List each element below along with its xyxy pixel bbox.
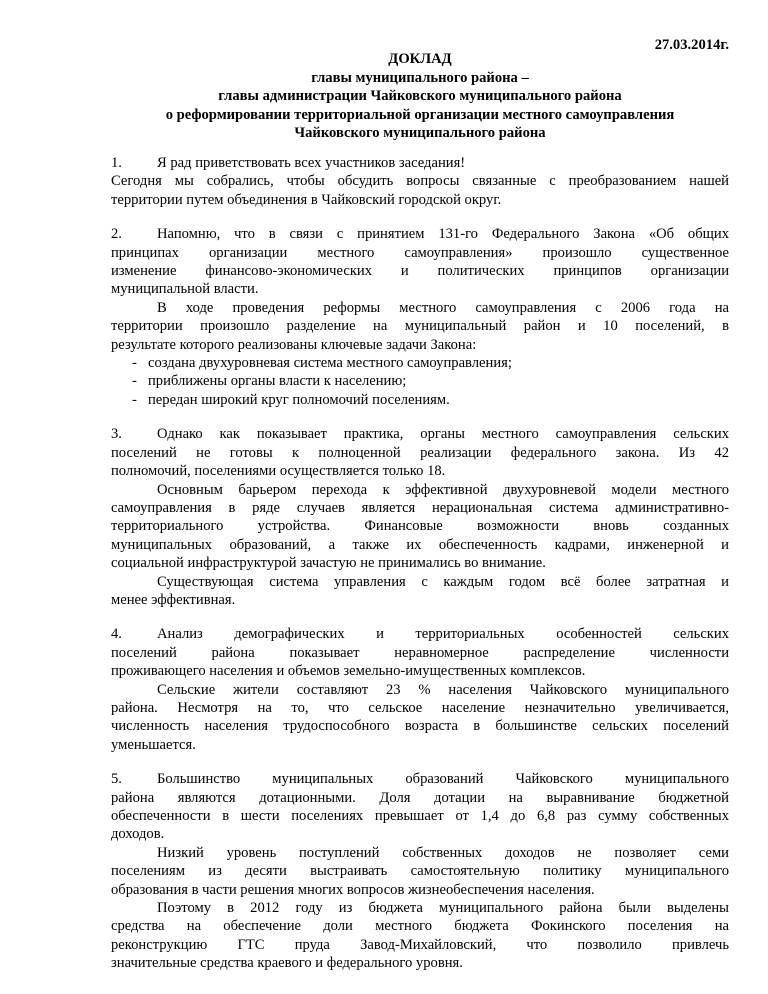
paragraph-line: В ходе проведения реформы местного самоуправления с 2006 года на [157, 299, 729, 316]
paragraph-line: района являются дотационными. Доля дотации на выравнивание бюджетной [111, 789, 729, 806]
paragraph-line: Анализ демографических и территориальных особенностей сельских [157, 626, 729, 643]
paragraph-line: муниципальных образований, а также их обеспеченность кадрами, инженерной и [111, 536, 729, 553]
section-3 [111, 425, 729, 609]
section-number: 2. [111, 226, 122, 243]
title-line: ДОКЛАД [388, 51, 452, 67]
paragraph-line: изменение финансово-экономических и политических принципов организации [111, 263, 729, 280]
paragraph-line: Я рад приветствовать всех участников заседания! [157, 155, 466, 171]
paragraph-line: социальной инфраструктурой зачастую не принимались во внимание. [111, 555, 546, 572]
section-5 [111, 770, 729, 972]
paragraph-line: проживающего населения и объемов земельно-имущественных комплексов. [111, 663, 586, 680]
paragraph-line: территориального устройства. Финансовые возможности вновь созданных [111, 518, 729, 535]
paragraph-line: средства на обеспечение доли местного бюджета Фокинского поселения на [111, 918, 729, 935]
paragraph-line: Низкий уровень поступлений собственных доходов не позволяет семи [157, 844, 729, 861]
paragraph-line: Существующая система управления с каждым годом всё более затратная и [157, 573, 729, 590]
paragraph-line: территории путем объединения в Чайковский городской округ. [111, 191, 502, 208]
paragraph-line: поселениям из десяти выстраивать самостоятельную политику муниципального [111, 863, 729, 880]
paragraph-line: результате которого реализованы ключевые задачи Закона: [111, 336, 477, 353]
paragraph-line: Поэтому в 2012 году из бюджета муниципального района были выделены [157, 900, 729, 917]
dash-list [111, 354, 729, 409]
section-4 [111, 625, 729, 754]
paragraph-line: численность населения трудоспособного возраста в большинстве сельских поселений [111, 718, 729, 735]
paragraph-line: реконструкцию ГТС пруда Завод-Михайловский, что позволило привлечь [111, 936, 729, 953]
title-line: о реформировании территориальной организации местного самоуправления [165, 106, 675, 123]
section-number: 3. [111, 426, 122, 443]
paragraph-line: Большинство муниципальных образований Чайковского муниципального [157, 771, 729, 788]
list-item: - передан широкий круг полномочий поселениям. [132, 391, 450, 408]
title-line: главы муниципального района – [311, 69, 529, 86]
paragraph-line: муниципальной власти. [111, 281, 259, 298]
paragraph-line: полномочий, поселениями осуществляется только 18. [111, 463, 446, 480]
paragraph-line: района. Несмотря на то, что сельское население незначительно увеличивается, [111, 699, 729, 716]
section-number: 1. [111, 155, 122, 171]
paragraph-line: значительные средства краевого и федерального уровня. [111, 955, 463, 972]
title-line: Чайковского муниципального района [294, 125, 546, 142]
section-number: 5. [111, 771, 122, 788]
document-title [111, 50, 729, 143]
section-1 [111, 154, 729, 209]
paragraph-line: Однако как показывает практика, органы местного самоуправления сельских [157, 426, 729, 443]
paragraph-line: Основным барьером перехода к эффективной двухуровневой модели местного [157, 481, 729, 498]
document-date: 27.03.2014г. [654, 37, 729, 53]
paragraph-line: самоуправления в ряде случаев является нерациональная система административно- [111, 499, 729, 516]
list-item: - создана двухуровневая система местного самоуправления; [132, 355, 512, 372]
section-number: 4. [111, 626, 122, 643]
paragraph-line: доходов. [111, 826, 165, 843]
paragraph-line: Напомню, что в связи с принятием 131-го Федерального Закона «Об общих [157, 226, 729, 243]
paragraph-line: обеспеченности в шести поселениях превышает от 1,4 до 6,8 раз сумму собственных [111, 808, 729, 824]
paragraph-line: Сельские жители составляют 23 % населения Чайковского муниципального [157, 681, 729, 698]
paragraph-line: менее эффективная. [111, 591, 236, 608]
paragraph-line: образования в части решения многих вопросов жизнеобеспечения населения. [111, 881, 595, 898]
paragraph-line: Сегодня мы собрались, чтобы обсудить вопросы связанные с преобразованием нашей [111, 173, 729, 190]
paragraph-line: принципах организации местного самоуправления» произошло существенное [111, 244, 729, 261]
document-body [111, 154, 729, 973]
section-2 [111, 225, 729, 409]
list-item: - приближены органы власти к населению; [132, 373, 407, 390]
title-line: главы администрации Чайковского муниципального района [218, 88, 622, 105]
paragraph-line: территории произошло разделение на муниципальный район и 10 поселений, в [111, 318, 729, 335]
paragraph-line: поселений не готовы к полноценной реализации федерального закона. Из 42 [111, 444, 729, 461]
paragraph-line: уменьшается. [111, 736, 196, 753]
paragraph-line: поселений района показывает неравномерное распределение численности [111, 644, 729, 661]
